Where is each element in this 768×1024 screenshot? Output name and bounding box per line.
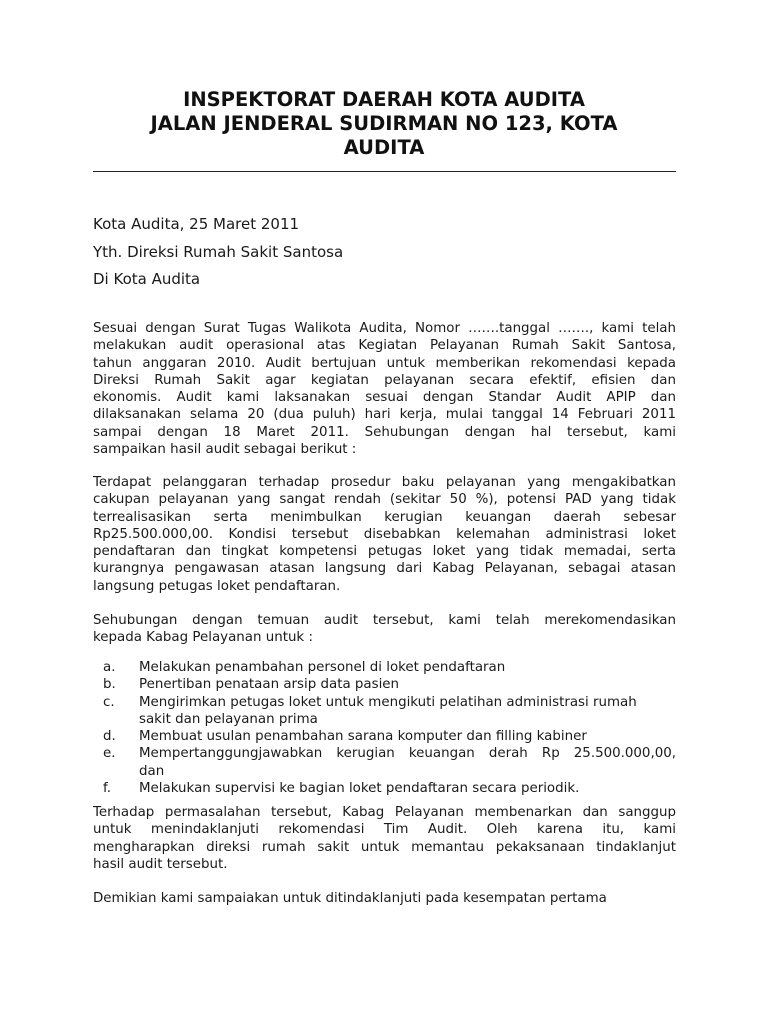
paragraph-line: Demikian kami sampaiakan untuk ditindaklanjuti pada kesempatan pertama xyxy=(93,891,607,906)
paragraph-line: Rp25.500.000,00. Kondisi tersebut disebabkan kelemahan administrasi loket xyxy=(93,526,676,542)
recipient-location: Di Kota Audita xyxy=(93,270,201,288)
paragraph-response xyxy=(93,804,676,873)
paragraph-line: kepada Kabag Pelayanan untuk : xyxy=(93,630,313,646)
paragraph-line: Terhadap permasalahan tersebut, Kabag Pelayanan membenarkan dan sanggup xyxy=(93,805,676,820)
paragraph-line: tahun anggaran 2010. Audit bertujuan untuk memberikan rekomendasi kepada xyxy=(93,355,676,371)
letterhead xyxy=(93,88,675,160)
list-item-text: Mempertanggungjawabkan kerugian keuangan derah Rp 25.500.000,00, xyxy=(139,746,676,762)
list-marker: f. xyxy=(103,781,111,797)
paragraph-line: pendaftaran dan tingkat kompetensi petugas loket yang tidak memadai, serta xyxy=(93,544,676,560)
letterhead-line-1: INSPEKTORAT DAERAH KOTA AUDITA xyxy=(183,88,585,111)
paragraph-line: Terdapat pelanggaran terhadap prosedur baku pelayanan yang mengakibatkan xyxy=(93,475,676,490)
recommendation-list xyxy=(93,659,676,797)
paragraph-line: ekonomis. Audit kami laksanakan sesuai dengan Standar Audit APIP dan xyxy=(93,390,676,406)
paragraph-line: hasil audit tersebut. xyxy=(93,856,228,872)
paragraph-line: Sehubungan dengan temuan audit tersebut, kami telah merekomendasikan xyxy=(93,613,676,628)
paragraph-findings xyxy=(93,474,676,595)
list-item xyxy=(93,780,676,797)
paragraph-line: mengharapkan direksi rumah sakit untuk memantau pekaksanaan tindaklanjut xyxy=(93,839,676,855)
list-item xyxy=(93,728,676,745)
list-item-text: Membuat usulan penambahan sarana komputer dan filling kabiner xyxy=(139,729,587,745)
paragraph-recommendation-intro xyxy=(93,612,676,647)
recipient: Yth. Direksi Rumah Sakit Santosa xyxy=(93,243,344,261)
list-item xyxy=(93,694,676,729)
paragraph-closing xyxy=(93,890,676,907)
paragraph-line: Sesuai dengan Surat Tugas Walikota Audita, Nomor …….tanggal ……., kami telah xyxy=(93,321,676,336)
list-marker: d. xyxy=(103,729,116,745)
paragraph-line: untuk menindaklanjuti rekomendasi Tim Audit. Oleh karena itu, kami xyxy=(93,822,676,838)
paragraph-line: cakupan pelayanan yang sangat rendah (sekitar 50 %), potensi PAD yang tidak xyxy=(93,492,676,508)
paragraph-line: kurangnya pengawasan atasan langsung dari Kabag Pelayanan, sebagai atasan xyxy=(93,561,676,577)
paragraph-line: dilaksanakan selama 20 (dua puluh) hari kerja, mulai tanggal 14 Februari 2011 xyxy=(93,407,676,423)
list-item xyxy=(93,676,676,693)
list-item-text: sakit dan pelayanan prima xyxy=(139,711,318,727)
paragraph-line: Direksi Rumah Sakit agar kegiatan pelayanan secara efektif, efisien dan xyxy=(93,372,676,388)
list-item-text: Melakukan supervisi ke bagian loket pendaftaran secara periodik. xyxy=(139,781,580,797)
header-divider xyxy=(93,171,676,172)
letterhead-line-2: JALAN JENDERAL SUDIRMAN NO 123, KOTA xyxy=(150,112,618,135)
list-item-text: Penertiban penataan arsip data pasien xyxy=(139,677,400,693)
list-item-text: Mengirimkan petugas loket untuk mengikuti pelatihan administrasi rumah xyxy=(139,694,637,710)
place-date: Kota Audita, 25 Maret 2011 xyxy=(93,215,300,233)
list-marker: e. xyxy=(103,746,116,762)
letterhead-line-3: AUDITA xyxy=(343,136,425,159)
list-item xyxy=(93,745,676,780)
paragraph-line: sampai dengan 18 Maret 2011. Sehubungan dengan hal tersebut, kami xyxy=(93,424,676,440)
paragraph-line: langsung petugas loket pendaftaran. xyxy=(93,578,341,594)
paragraph-line: terrealisasikan serta menimbulkan kerugian keuangan daerah sebesar xyxy=(93,509,676,525)
list-item-text: dan xyxy=(139,763,165,779)
paragraph-line: sampaikan hasil audit sebagai berikut : xyxy=(93,442,357,458)
paragraph-intro xyxy=(93,320,676,458)
list-item xyxy=(93,659,676,676)
list-item-text: Melakukan penambahan personel di loket pendaftaran xyxy=(139,660,506,675)
list-marker: a. xyxy=(103,660,116,675)
list-marker: b. xyxy=(103,677,116,693)
paragraph-line: melakukan audit operasional atas Kegiatan Pelayanan Rumah Sakit Santosa, xyxy=(93,338,676,354)
list-marker: c. xyxy=(103,694,115,710)
